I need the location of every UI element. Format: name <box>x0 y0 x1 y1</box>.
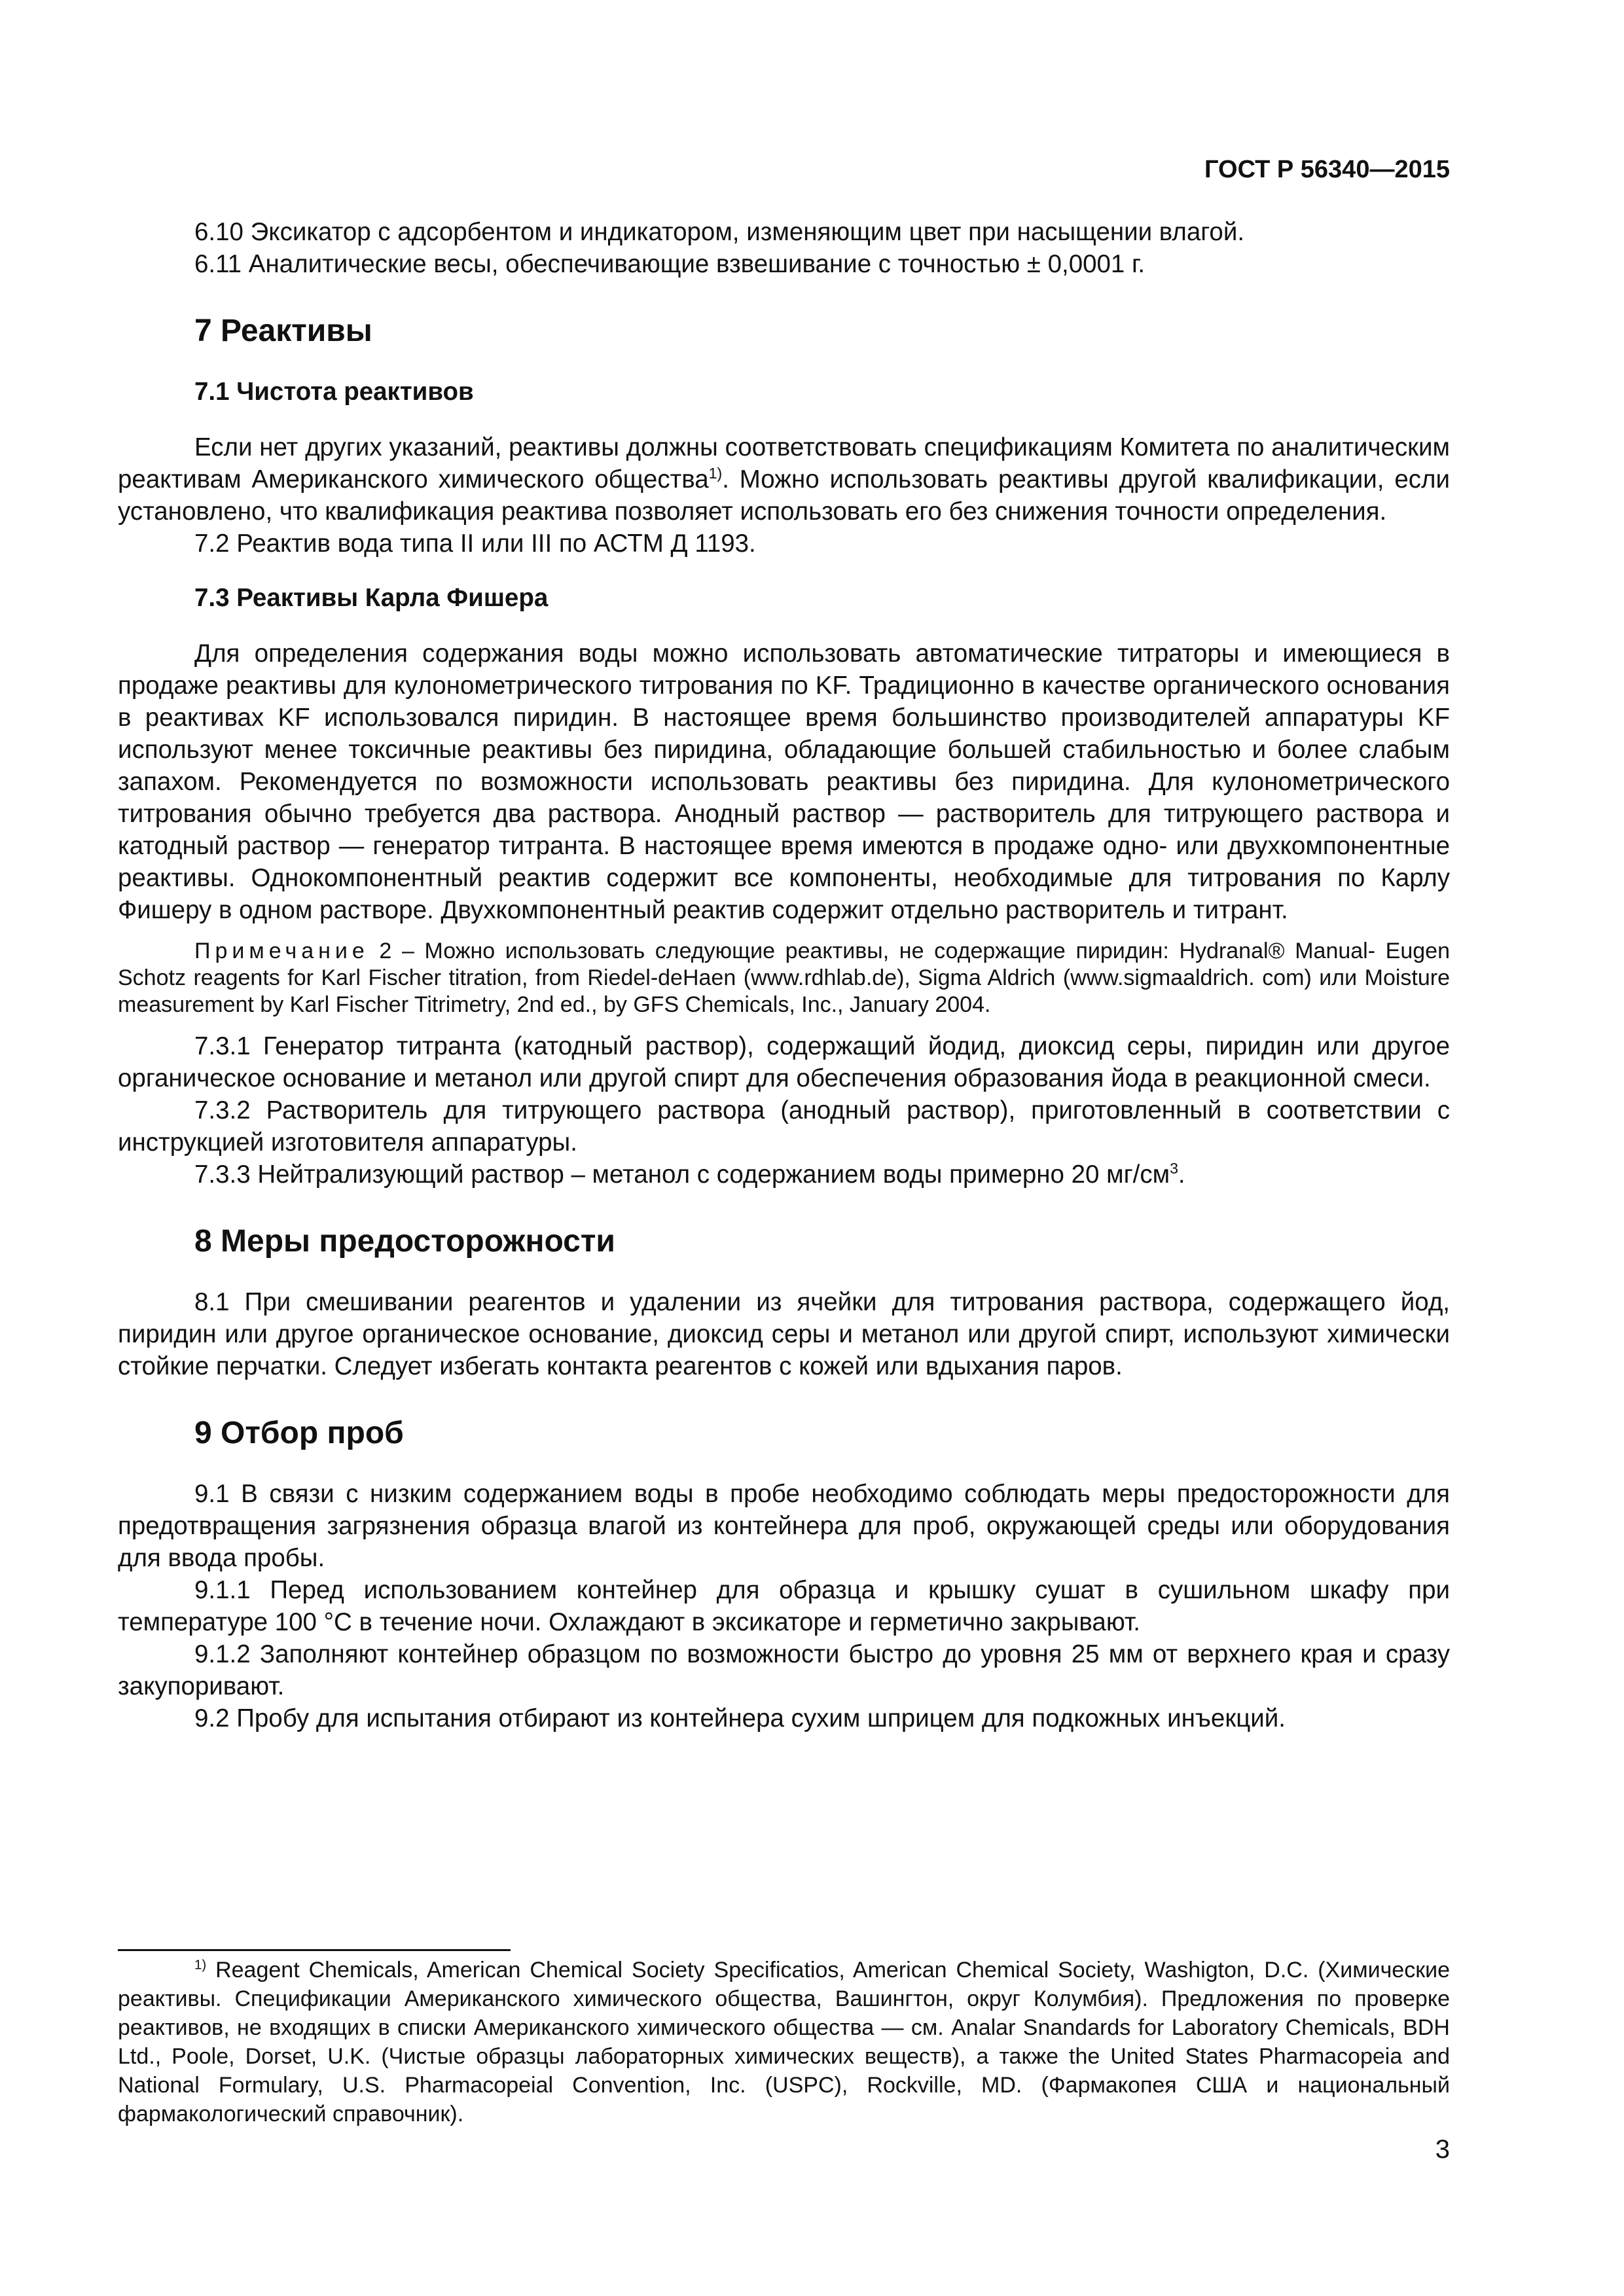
footnote-divider <box>118 1949 511 1951</box>
paragraph-7-3-2: 7.3.2 Растворитель для титрующего раствора (анодный раствор), приготовленный в соответствии с инструкцией изготовителя аппаратуры. <box>118 1096 1450 1157</box>
section-heading-9: 9 Отбор проб <box>194 1416 404 1450</box>
paragraph-7-1-text-b: . Можно использовать реактивы другой квалификации, если установлено, что квалификация реактива позволяет использовать его без снижения точности определения. <box>118 465 1450 526</box>
footnote-ref: 1) <box>708 465 723 482</box>
footnote-paragraph <box>118 1956 1450 2128</box>
subsection-heading-7-1: 7.1 Чистота реактивов <box>194 378 474 406</box>
paragraph-7-2: 7.2 Реактив вода типа II или III по АСТМ Д 1193. <box>194 529 756 558</box>
subsection-heading-7-3: 7.3 Реактивы Карла Фишера <box>194 584 549 612</box>
paragraph-7-3-3 <box>118 1158 1450 1191</box>
paragraph-7-3-1: 7.3.1 Генератор титранта (катодный раствор), содержащий йодид, диоксид серы, пиридин или другое органическое основание и метанол или другой спирт для обеспечения образования йода в реакционной смеси. <box>118 1032 1450 1092</box>
note-text: 2 – Можно использовать следующие реактивы, не содержащие пиридин: Hydranal® Manual- Eugen Schotz reagents for Karl Fischer titration, from Riedel-deHaen (www.rdhlab.de), Sigma Aldrich (www.sigmaaldrich. com) или Moisture measurement by Karl Fischer Titrimetry, 2nd ed., by GFS Chemicals, Inc., January 2004. <box>118 939 1450 1017</box>
footnote-text: Reagent Chemicals, American Chemical Society Specificatios, American Chemical Society, Washigton, D.C. (Химические реактивы. Спецификации Американского химического общества, Вашингтон, округ Колумбия). Предложения по проверке реактивов, не входящих в списки Американского химического общества — см. Analar Snandards for Laboratory Chemicals, BDH Ltd., Poole, Dorset, U.K. (Чистые образцы лабораторных химических веществ), а также the United States Pharmacopeia and National Formulary, U.S. Pharmacopeial Convention, Inc. (USPC), Rockville, MD. (Фармакопея США и национальный фармакологический справочник). <box>118 1958 1450 2126</box>
footnote <box>118 1956 1450 2128</box>
paragraph-7-3-3-text-b: . <box>1178 1160 1185 1189</box>
paragraph-9-1-1: 9.1.1 Перед использованием контейнер для образца и крышку сушат в сушильном шкафу при температуре 100 °С в течение ночи. Охлаждают в эксикаторе и герметично закрывают. <box>118 1576 1450 1636</box>
document-header: ГОСТ Р 56340—2015 <box>1204 156 1450 183</box>
superscript-3: 3 <box>1170 1160 1178 1177</box>
section-heading-7: 7 Реактивы <box>194 314 372 348</box>
page-content <box>118 216 1450 1734</box>
note-label: Примечание <box>194 939 369 963</box>
footnote-marker: 1) <box>194 1958 207 1973</box>
paragraph-7-3: Для определения содержания воды можно использовать автоматические титраторы и имеющиеся в продаже реактивы для кулонометрического титрования по KF. Традиционно в качестве органического основания в реактивах KF использовался пиридин. В настоящее время большинство производителей аппаратуры KF используют менее токсичные реактивы без пиридина, обладающие большей стабильностью и более слабым запахом. Рекомендуется по возможности использовать реактивы без пиридина. Для кулонометрического титрования обычно требуется два раствора. Анодный раствор — растворитель для титрующего раствора и катодный раствор — генератор титранта. В настоящее время имеются в продаже одно- или двухкомпонентные реактивы. Однокомпонентный реактив содержит все компоненты, необходимые для титрования по Карлу Фишеру в одном растворе. Двухкомпонентный реактив содержит отдельно растворитель и титрант. <box>118 639 1450 924</box>
paragraph-7-3-3-text-a: 7.3.3 Нейтрализующий раствор – метанол с содержанием воды примерно 20 мг/см <box>194 1160 1170 1189</box>
note-2 <box>118 938 1450 1018</box>
paragraph-8-1: 8.1 При смешивании реагентов и удалении из ячейки для титрования раствора, содержащего йод, пиридин или другое органическое основание, диоксид серы и метанол или другой спирт, используют химически стойкие перчатки. Следует избегать контакта реагентов с кожей или вдыхания паров. <box>118 1288 1450 1380</box>
paragraph-7-1-text-a: Если нет других указаний, реактивы должны соответствовать спецификациям Комитета по аналитическим реактивам Американского химического общества <box>118 433 1450 493</box>
paragraph-9-1-2: 9.1.2 Заполняют контейнер образцом по возможности быстро до уровня 25 мм от верхнего края и сразу закупоривают. <box>118 1640 1450 1700</box>
paragraph-9-2: 9.2 Пробу для испытания отбирают из контейнера сухим шприцем для подкожных инъекций. <box>194 1704 1286 1732</box>
paragraph-6-10: 6.10 Эксикатор с адсорбентом и индикатором, изменяющим цвет при насыщении влагой. <box>194 218 1245 246</box>
section-heading-8: 8 Меры предосторожности <box>194 1224 615 1259</box>
paragraph-9-1: 9.1 В связи с низким содержанием воды в пробе необходимо соблюдать меры предосторожности для предотвращения загрязнения образца влагой из контейнера для проб, окружающей среды или оборудования для ввода пробы. <box>118 1480 1450 1572</box>
paragraph-6-11: 6.11 Аналитические весы, обеспечивающие взвешивание с точностью ± 0,0001 г. <box>194 250 1146 278</box>
page-number: 3 <box>1435 2135 1450 2164</box>
paragraph-7-1 <box>118 431 1450 528</box>
